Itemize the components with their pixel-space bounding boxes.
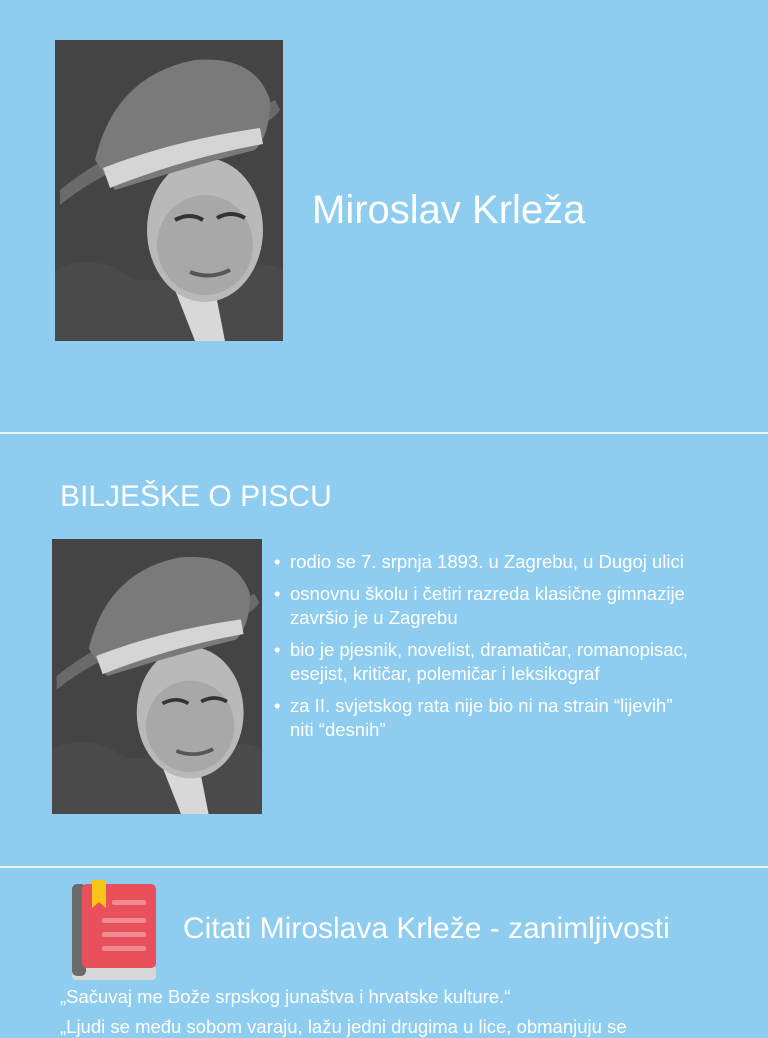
bullet-dot-icon: •: [274, 551, 281, 572]
bullet-dot-icon: •: [274, 639, 281, 660]
portrait-image: [55, 40, 283, 341]
author-name-title: Miroslav Krleža: [312, 188, 586, 232]
quote-text: „Sačuvaj me Bože srpskog junaštva i hrvatske kulture.“: [60, 986, 511, 1007]
bullet-item: • bio je pjesnik, novelist, dramatičar, romanopisac, esejist, kritičar, polemičar i leksikograf: [274, 639, 688, 684]
bullet-item: • rodio se 7. srpnja 1893. u Zagrebu, u Dugoj ulici: [274, 551, 684, 572]
author-portrait-photo: [52, 539, 262, 814]
portrait-image: [52, 539, 262, 814]
bullet-dot-icon: •: [274, 583, 281, 604]
bullet-dot-icon: •: [274, 695, 281, 716]
author-portrait-photo: [55, 40, 283, 341]
slide-title: [0, 0, 768, 432]
slide-quotes: [0, 868, 768, 1037]
quotes-title: Citati Miroslava Krleže - zanimljivosti: [183, 912, 670, 945]
notes-title: BILJEŠKE O PISCU: [60, 480, 332, 513]
book-icon: [70, 880, 158, 984]
quote-text-partial: „Ljudi se među sobom varaju, lažu jedni drugima u lice, obmanjuju se: [60, 1016, 627, 1037]
slide-notes: [0, 434, 768, 866]
bullet-item: • osnovnu školu i četiri razreda klasične gimnazije završio je u Zagrebu: [274, 583, 685, 628]
notes-bullet-list: [272, 550, 692, 750]
bullet-item: • za II. svjetskog rata nije bio ni na strain “lijevih” niti “desnih”: [274, 695, 673, 740]
